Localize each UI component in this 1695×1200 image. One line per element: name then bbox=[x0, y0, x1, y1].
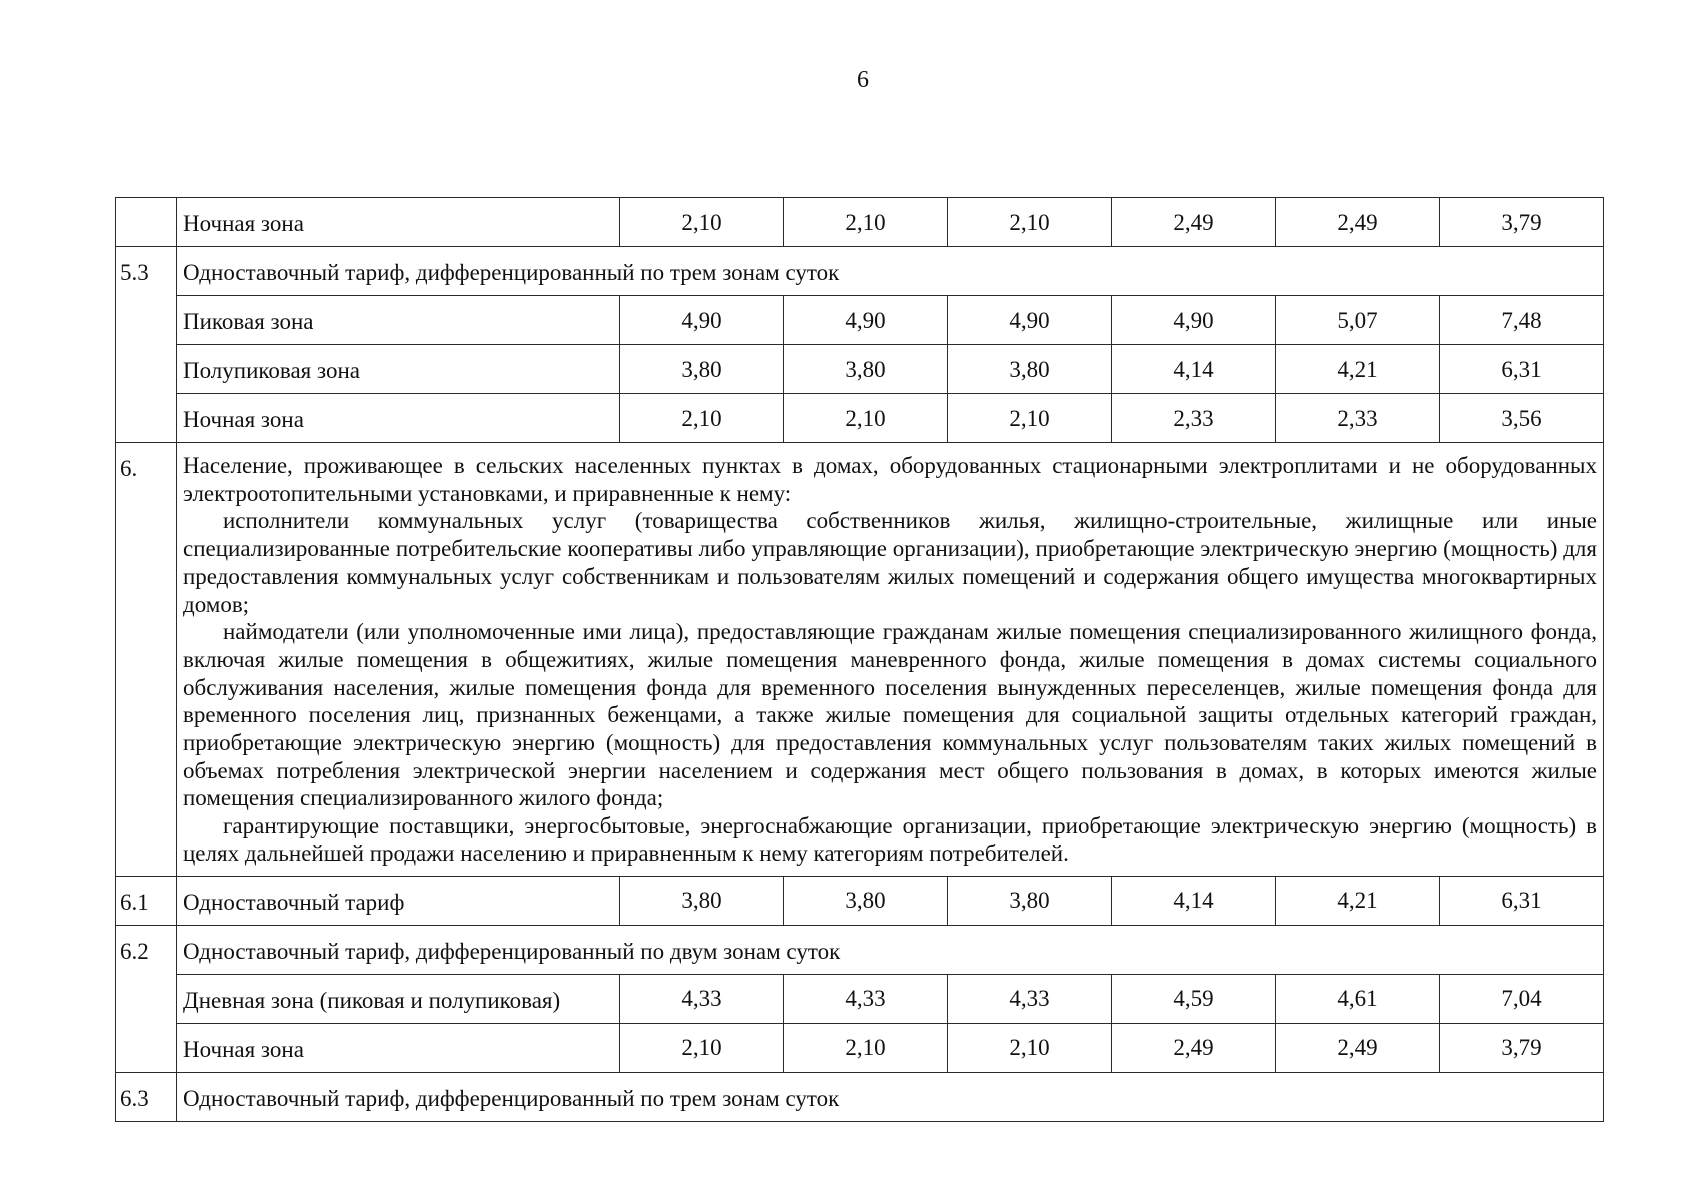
value-cell: 2,49 bbox=[1112, 1023, 1276, 1072]
value-cell: 2,10 bbox=[784, 1023, 948, 1072]
description-paragraph: Население, проживающее в сельских населенных пунктах в домах, оборудованных стационарными электроплитами и не оборудованных электроотопительными установками, и приравненные к нему: bbox=[183, 453, 1597, 506]
row-index: 6.1 bbox=[116, 876, 177, 925]
value-cell: 7,48 bbox=[1440, 296, 1604, 345]
row-label: Дневная зона (пиковая и полупиковая) bbox=[177, 974, 620, 1023]
value-cell: 3,80 bbox=[620, 345, 784, 394]
row-label: Пиковая зона bbox=[177, 296, 620, 345]
value-cell: 3,79 bbox=[1440, 1023, 1604, 1072]
row-index: 6.2 bbox=[116, 925, 177, 1072]
row-label: Ночная зона bbox=[177, 394, 620, 443]
value-cell: 4,21 bbox=[1276, 345, 1440, 394]
table-row bbox=[116, 394, 1604, 443]
value-cell: 7,04 bbox=[1440, 974, 1604, 1023]
section-label: Одноставочный тариф, дифференцированный по трем зонам суток bbox=[177, 247, 1604, 296]
table-row bbox=[116, 198, 1604, 247]
value-cell: 6,31 bbox=[1440, 345, 1604, 394]
value-cell: 2,33 bbox=[1112, 394, 1276, 443]
value-cell: 4,33 bbox=[784, 974, 948, 1023]
value-cell: 4,90 bbox=[1112, 296, 1276, 345]
table-row bbox=[116, 925, 1604, 974]
value-cell: 4,59 bbox=[1112, 974, 1276, 1023]
value-cell: 2,10 bbox=[948, 1023, 1112, 1072]
value-cell: 2,10 bbox=[948, 198, 1112, 247]
value-cell: 3,80 bbox=[948, 345, 1112, 394]
value-cell: 6,31 bbox=[1440, 876, 1604, 925]
value-cell: 3,80 bbox=[620, 876, 784, 925]
table-row bbox=[116, 1023, 1604, 1072]
value-cell: 4,21 bbox=[1276, 876, 1440, 925]
description-paragraph: исполнители коммунальных услуг (товарищества собственников жилья, жилищно-строительные, жилищные или иные специализированные потребительские кооперативы либо управляющие организации), приобретающие электрическую энергию (мощность) для предоставления коммунальных услуг собственникам и пользователям жилых помещений и содержания общего имущества многоквартирных домов; bbox=[183, 508, 1597, 617]
value-cell: 2,33 bbox=[1276, 394, 1440, 443]
value-cell: 3,56 bbox=[1440, 394, 1604, 443]
value-cell: 4,14 bbox=[1112, 345, 1276, 394]
value-cell: 2,10 bbox=[784, 394, 948, 443]
description-paragraph: гарантирующие поставщики, энергосбытовые, энергоснабжающие организации, приобретающие электрическую энергию (мощность) в целях дальнейшей продажи населению и приравненным к нему категориям потребителей. bbox=[183, 813, 1597, 866]
section-label: Одноставочный тариф, дифференцированный по двум зонам суток bbox=[177, 925, 1604, 974]
table-row bbox=[116, 876, 1604, 925]
tariff-table bbox=[115, 197, 1604, 1122]
value-cell: 2,10 bbox=[620, 394, 784, 443]
row-index: 6. bbox=[116, 443, 177, 877]
value-cell: 2,10 bbox=[948, 394, 1112, 443]
value-cell: 3,79 bbox=[1440, 198, 1604, 247]
value-cell: 2,49 bbox=[1112, 198, 1276, 247]
row-index: 5.3 bbox=[116, 247, 177, 443]
table-row bbox=[116, 296, 1604, 345]
value-cell: 2,49 bbox=[1276, 1023, 1440, 1072]
value-cell: 2,10 bbox=[620, 198, 784, 247]
value-cell: 4,90 bbox=[620, 296, 784, 345]
value-cell: 2,10 bbox=[620, 1023, 784, 1072]
value-cell: 4,33 bbox=[948, 974, 1112, 1023]
table-row bbox=[116, 345, 1604, 394]
row-index: 6.3 bbox=[116, 1072, 177, 1121]
value-cell: 3,80 bbox=[784, 876, 948, 925]
page-number: 6 bbox=[857, 67, 869, 93]
section-label: Одноставочный тариф, дифференцированный по трем зонам суток bbox=[177, 1072, 1604, 1121]
table-row bbox=[116, 1072, 1604, 1121]
value-cell: 4,90 bbox=[784, 296, 948, 345]
row-index bbox=[116, 198, 177, 247]
row-label: Полупиковая зона bbox=[177, 345, 620, 394]
value-cell: 3,80 bbox=[948, 876, 1112, 925]
category-description bbox=[177, 443, 1604, 877]
value-cell: 4,33 bbox=[620, 974, 784, 1023]
table-row bbox=[116, 247, 1604, 296]
description-paragraph: наймодатели (или уполномоченные ими лица), предоставляющие гражданам жилые помещения специализированного жилищного фонда, включая жилые помещения в общежитиях, жилые помещения маневренного фонда, жилые помещения в домах системы социального обслуживания населения, жилые помещения фонда для временного поселения вынужденных переселенцев, жилые помещения фонда для временного поселения лиц, признанных беженцами, а также жилые помещения для социальной защиты отдельных категорий граждан, приобретающие электрическую энергию (мощность) для предоставления коммунальных услуг пользователям таких жилых помещений в объемах потребления электрической энергии населением и содержания мест общего пользования в домах, в которых имеются жилые помещения специализированного жилого фонда; bbox=[183, 619, 1597, 811]
row-label: Ночная зона bbox=[177, 198, 620, 247]
value-cell: 4,90 bbox=[948, 296, 1112, 345]
value-cell: 3,80 bbox=[784, 345, 948, 394]
table-row bbox=[116, 974, 1604, 1023]
value-cell: 4,61 bbox=[1276, 974, 1440, 1023]
row-label: Ночная зона bbox=[177, 1023, 620, 1072]
value-cell: 2,10 bbox=[784, 198, 948, 247]
value-cell: 4,14 bbox=[1112, 876, 1276, 925]
table-row bbox=[116, 443, 1604, 877]
value-cell: 5,07 bbox=[1276, 296, 1440, 345]
row-label: Одноставочный тариф bbox=[177, 876, 620, 925]
value-cell: 2,49 bbox=[1276, 198, 1440, 247]
